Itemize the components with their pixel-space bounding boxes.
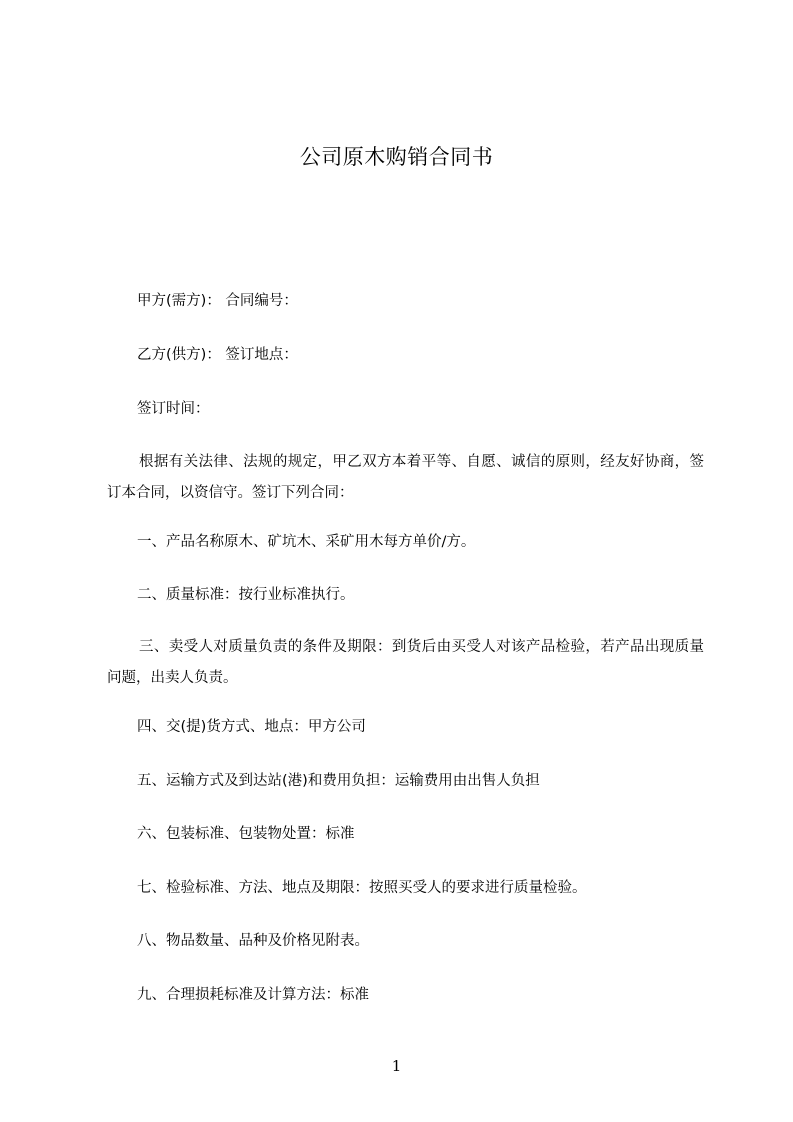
page-number: 1	[391, 1057, 402, 1075]
intro-paragraph: 根据有关法律、法规的规定，甲乙双方本着平等、自愿、诚信的原则，经友好协商，签订本合同，以资信守。签订下列合同：	[107, 454, 704, 501]
document-title: 公司原木购销合同书	[299, 145, 494, 169]
clause-9: 九、合理损耗标准及计算方法：标准	[137, 987, 369, 1003]
party-a-field: 甲方(需方)： 合同编号：	[137, 293, 298, 309]
clause-6: 六、包装标准、包装物处置：标准	[137, 826, 355, 842]
clause-5: 五、运输方式及到达站(港)和费用负担：运输费用由出售人负担	[137, 773, 540, 789]
clause-3: 三、卖受人对质量负责的条件及期限：到货后由买受人对该产品检验，若产品出现质量问题，出卖人负责。	[107, 639, 704, 686]
clause-2: 二、质量标准：按行业标准执行。	[137, 587, 355, 603]
clause-1: 一、产品名称原木、矿坑木、采矿用木每方单价/方。	[137, 534, 476, 550]
clause-4: 四、交(提)货方式、地点：甲方公司	[137, 719, 366, 735]
sign-time-field: 签订时间：	[137, 401, 210, 417]
clause-7: 七、检验标准、方法、地点及期限：按照买受人的要求进行质量检验。	[137, 880, 587, 896]
party-b-field: 乙方(供方)： 签订地点：	[137, 347, 298, 363]
clause-8: 八、物品数量、品种及价格见附表。	[137, 933, 369, 949]
